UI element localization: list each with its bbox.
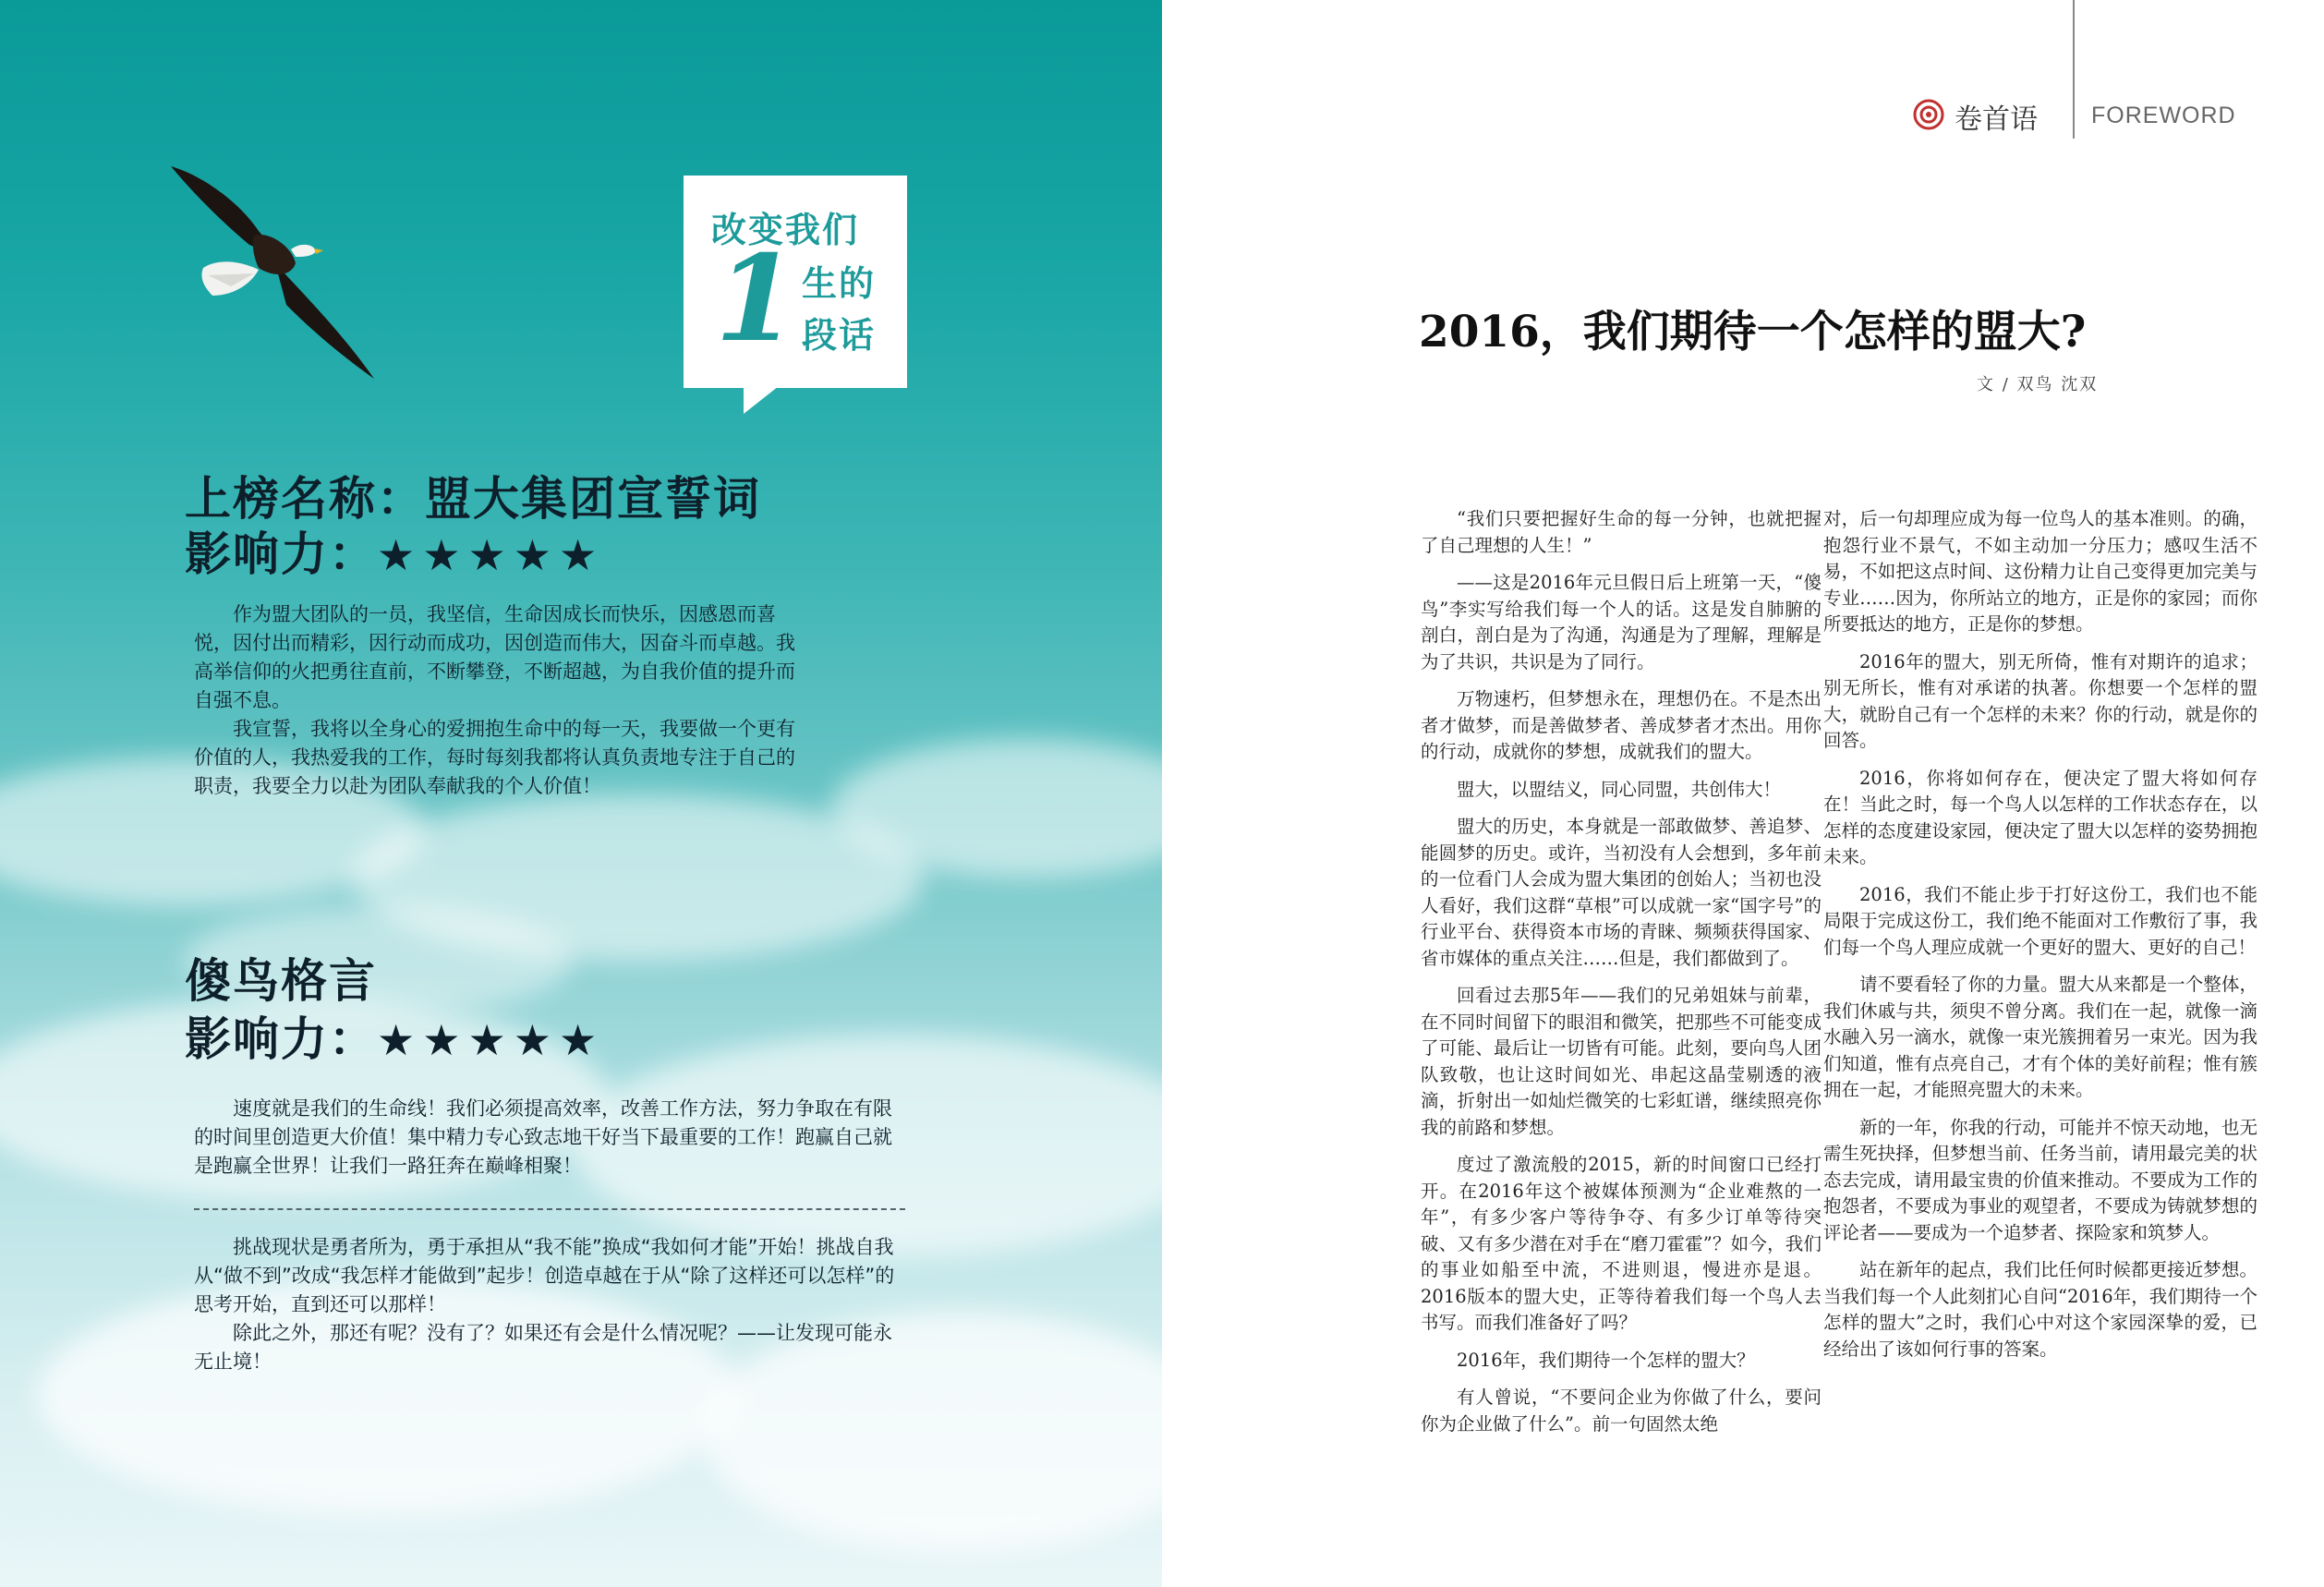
section2-paragraph: 挑战现状是勇者所为，勇于承担从“我不能”换成“我如何才能”开始！挑战自我从“做不到”改成“我怎样才能做到”起步！创造卓越在于从“除了这样还可以怎样”的思考开始，直到还可以那样！ <box>194 1236 895 1315</box>
article-paragraph: 2016，你将如何存在，便决定了盟大将如何存在！当此之时，每一个鸟人以怎样的工作状态存在，以怎样的态度建设家园，便决定了盟大以怎样的姿势拥抱未来。 <box>1823 767 2257 867</box>
article-paragraph: 2016，我们不能止步于打好这份工，我们也不能局限于完成这份工，我们绝不能面对工作敷衍了事，我们每一个鸟人理应成就一个更好的盟大、更好的自己！ <box>1823 883 2257 958</box>
article-column-2 <box>1823 506 2257 1374</box>
section2-paragraph: 速度就是我们的生命线！我们必须提高效率，改善工作方法，努力争取在有限的时间里创造更大价值！集中精力专心致志地干好当下最重要的工作！跑赢自己就是跑赢全世界！让我们一路狂奔在巅峰相聚！ <box>194 1097 892 1177</box>
article-paragraph: 度过了激流般的2015，新的时间窗口已经打开。在2016年这个被媒体预测为“企业难熬的一年”，有多少客户等待争夺、有多少订单等待突破、又有多少潜在对手在“磨刀霍霍”？如今，我们的事业如船至中流，不进则退，慢进亦是退。2016版本的盟大史，正等待着我们每一个鸟人去书写。而我们准备好了吗？ <box>1421 1154 1822 1333</box>
article-paragraph: 站在新年的起点，我们比任何时候都更接近梦想。当我们每一个人此刻扪心自问“2016年，我们期待一个怎样的盟大”之时，我们心中对这个家园深挚的爱，已经给出了该如何行事的答案。 <box>1823 1259 2257 1360</box>
article-paragraph: 盟大的历史，本身就是一部敢做梦、善追梦、能圆梦的历史。或许，当初没有人会想到，多年前的一位看门人会成为盟大集团的创始人；当初也没人看好，我们这群“草根”可以成就一家“国字号”的行业平台、获得资本市场的青睐、频频获得国家、省市媒体的重点关注……但是，我们都做到了。 <box>1421 816 1822 969</box>
article-paragraph: 回看过去那5年——我们的兄弟姐妹与前辈，在不同时间留下的眼泪和微笑，把那些不可能变成了可能、最后让一切皆有可能。此刻，要向鸟人团队致敬，也让这时间如光、串起这晶莹剔透的液滴，折射出一如灿烂微笑的七彩虹谱，继续照亮你我的前路和梦想。 <box>1421 985 1822 1138</box>
article-paragraph: 盟大，以盟结义，同心同盟，共创伟大！ <box>1457 778 1782 800</box>
section2-title: 傻鸟格言 <box>185 954 377 1008</box>
article-paragraph: 2016年，我们期待一个怎样的盟大？ <box>1457 1349 1755 1371</box>
section2-paragraph: 除此之外，那还有呢？没有了？如果还有会是什么情况呢？——让发现可能永无止境！ <box>194 1322 892 1373</box>
badge-line2: 生的 <box>802 263 877 304</box>
impact-label: 影响力： <box>185 527 377 581</box>
section1-paragraph: 作为盟大团队的一员，我坚信，生命因成长而快乐，因感恩而喜悦，因付出而精彩，因行动而成功，因创造而伟大，因奋斗而卓越。我高举信仰的火把勇往直前，不断攀登，不断超越，为自我价值的提升而自强不息。 <box>194 603 795 711</box>
article-column-1 <box>1421 506 1822 1448</box>
section2-body-extra <box>194 1233 910 1376</box>
badge-numeral: 1 <box>715 230 798 369</box>
article-paragraph: ——这是2016年元旦假日后上班第一天，“傻鸟”李实写给我们每一个人的话。这是发自肺腑的剖白，剖白是为了沟通，沟通是为了理解，理解是为了共识，共识是为了同行。 <box>1421 572 1822 672</box>
article-paragraph: 新的一年，你我的行动，可能并不惊天动地，也无需生死抉择，但梦想当前、任务当前，请用最完美的状态去完成，请用最宝贵的价值来推动。不要成为工作的抱怨者，不要成为事业的观望者，不要成为铸就梦想的评论者——要成为一个追梦者、探险家和筑梦人。 <box>1823 1116 2257 1243</box>
dashed-divider <box>194 1208 905 1210</box>
badge-line3: 段话 <box>802 315 877 356</box>
article-paragraph: 有人曾说，“不要问企业为你做了什么，要问你为企业做了什么”。前一句固然太绝 <box>1421 1387 1822 1435</box>
byline: 文 / 双鸟 沈双 <box>1977 375 2099 394</box>
article-paragraph: 对，后一句却理应成为每一位鸟人的基本准则。的确，抱怨行业不景气，不如主动加一分压力；感叹生活不易，不如把这点时间、这份精力让自己变得更加完美与专业……因为，你所站立的地方，正是你的家园；而你所要抵达的地方，正是你的梦想。 <box>1823 508 2257 635</box>
section2-body <box>194 1095 910 1181</box>
header-vertical-line <box>2073 0 2075 139</box>
badge-pointer <box>744 386 779 414</box>
right-page <box>1162 0 2324 1587</box>
article-paragraph: “我们只要把握好生命的每一分钟，也就把握了自己理想的人生！” <box>1421 508 1822 556</box>
rating-stars: ★★★★★ <box>377 530 605 580</box>
article-paragraph: 2016年的盟大，别无所倚，惟有对期许的追求；别无所长，惟有对承诺的执著。你想要一个怎样的盟大，就盼自己有一个怎样的未来？你的行动，就是你的回答。 <box>1823 650 2257 751</box>
column-emblem-icon <box>1913 99 1944 130</box>
impact-label: 影响力： <box>185 1012 377 1066</box>
eagle-illustration <box>166 157 388 388</box>
badge-line1: 改变我们 <box>711 210 860 250</box>
article-title: 2016，我们期待一个怎样的盟大? <box>1419 307 2087 357</box>
section1-body <box>194 600 813 801</box>
article-paragraph: 万物速朽，但梦想永在，理想仍在。不是杰出者才做梦，而是善做梦者、善成梦者才杰出。用你的行动，成就你的梦想，成就我们的盟大。 <box>1421 688 1822 762</box>
column-label: 卷首语 <box>1955 103 2038 136</box>
rating-stars: ★★★★★ <box>377 1015 605 1065</box>
section1-impact <box>185 517 604 584</box>
section2-impact <box>185 1002 604 1069</box>
column-label-en: FOREWORD <box>2091 103 2236 128</box>
article-paragraph: 请不要看轻了你的力量。盟大从来都是一个整体，我们休戚与共，须臾不曾分离。我们在一起，就像一滴水融入另一滴水，就像一束光簇拥着另一束光。因为我们知道，惟有点亮自己，才有个体的美好前程；惟有簇拥在一起，才能照亮盟大的未来。 <box>1823 974 2257 1100</box>
section1-title: 上榜名称：盟大集团宣誓词 <box>185 472 761 526</box>
title-badge <box>684 176 907 388</box>
section1-paragraph: 我宣誓，我将以全身心的爱拥抱生命中的每一天，我要做一个更有价值的人，我热爱我的工作，每时每刻我都将认真负责地专注于自己的职责，我要全力以赴为团队奉献我的个人价值！ <box>194 718 795 797</box>
